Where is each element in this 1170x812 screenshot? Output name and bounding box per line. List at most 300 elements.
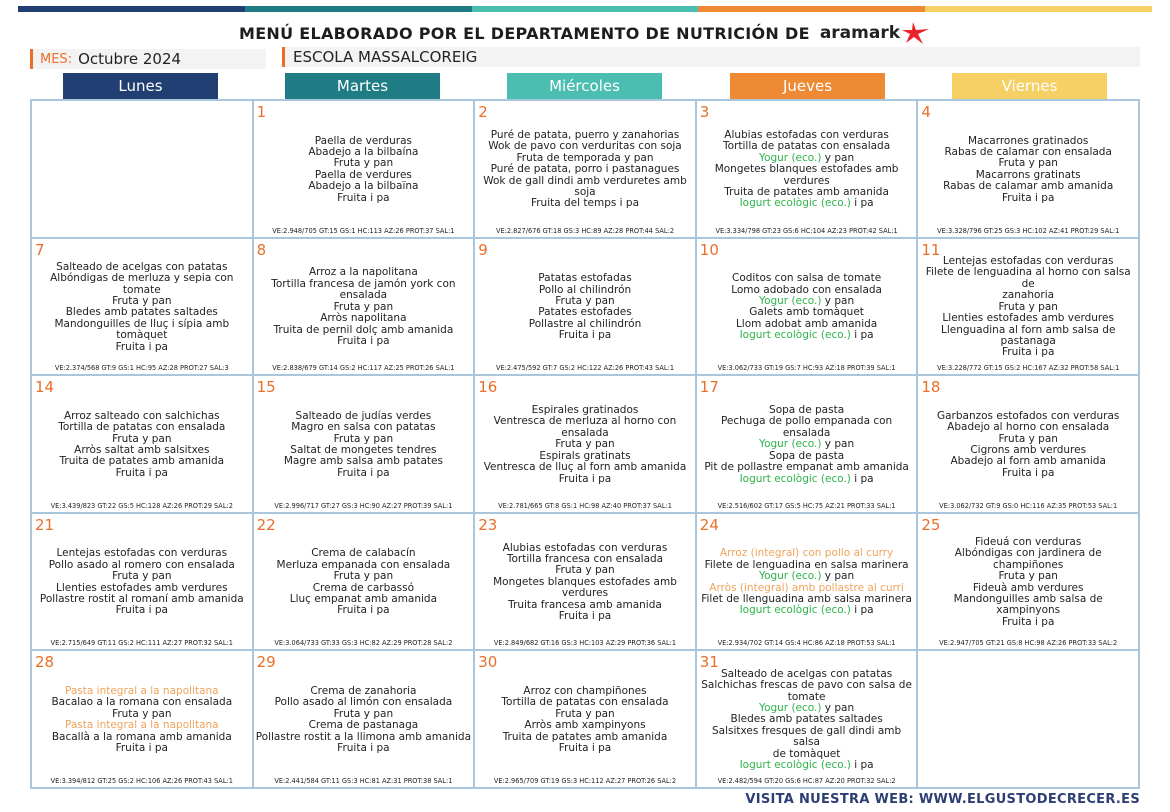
menu-line-text: Salteado de judías verdes [295, 409, 432, 422]
day-number: 25 [921, 515, 941, 534]
menu-items [254, 376, 474, 500]
nutrition-info: VE:2.516/602 GT:17 GS:5 HC:75 AZ:21 PROT:33 SAL:1 [717, 501, 896, 510]
menu-items [32, 239, 252, 363]
menu-line-text: Fideuà amb verdures [972, 581, 1084, 594]
menu-line-text: Fruita i pa [1001, 191, 1055, 204]
menu-line [116, 743, 168, 754]
menu-line-text: Bacallà a la romana amb amanida [51, 730, 232, 743]
menu-items [697, 651, 917, 775]
menu-line-text: Yogur (eco.) [759, 570, 822, 583]
menu-line-text: Wok de gall dindi amb verduretes amb soja [483, 174, 687, 198]
menu-line-text: Yogur (eco.) [759, 702, 822, 715]
menu-line-text: Fruita i pa [337, 191, 390, 204]
menu-items [254, 101, 474, 225]
school-name: ESCOLA MASSALCOREIG [293, 48, 478, 66]
nutrition-info: VE:2.475/592 GT:7 GS:2 HC:122 AZ:26 PROT:43 SAL:1 [495, 364, 675, 373]
menu-line-text: Cigrons amb verdures [970, 443, 1087, 456]
month-value: Octubre 2024 [78, 50, 182, 68]
menu-items [475, 239, 695, 363]
menu-line-text: Lentejas estofadas con verduras [56, 547, 228, 560]
calendar-cell [696, 238, 918, 376]
nutrition-info: VE:2.948/705 GT:15 GS:1 HC:113 AZ:26 PROT:37 SAL:1 [272, 226, 455, 235]
day-number: 4 [921, 103, 931, 121]
menu-line-text: Pollo asado al limón con ensalada [274, 696, 453, 709]
menu-line-text: Fruita i pa [115, 604, 168, 617]
calendar-cell [31, 100, 253, 238]
day-number: 31 [699, 653, 719, 672]
menu-line-text: Arròs saltat amb salsitxes [74, 443, 210, 456]
calendar-cell [696, 375, 918, 513]
menu-line-text: Pit de pollastre empanat amb amanida [704, 461, 909, 474]
menu-line-text: Tortilla francesa con ensalada [506, 553, 664, 566]
menu-line-text: Fruita i pa [115, 466, 168, 479]
menu-line-text: Fruta y pan [998, 300, 1058, 313]
nutrition-info: VE:2.934/702 GT:14 GS:4 HC:86 AZ:18 PROT:53 SAL:1 [717, 639, 896, 648]
menu-line-text: Fruta y pan [555, 438, 615, 451]
menu-line [337, 605, 389, 616]
menu-line [740, 330, 874, 341]
menu-line-text: Abadejo a la bilbaína [308, 145, 419, 158]
menu-line-text: Abadejo al forn amb amanida [950, 455, 1106, 468]
menu-line-text: zanahoria [1002, 289, 1055, 302]
menu-line [477, 176, 693, 199]
menu-line [699, 726, 915, 749]
menu-line-text: Salteado de acelgas con patatas [720, 667, 893, 680]
menu-line-text: Pollo asado al romero con ensalada [48, 558, 235, 571]
menu-line-text: Arroz (integral) con pollo al curry [719, 547, 894, 560]
day-number: 9 [478, 240, 488, 259]
nutrition-info: VE:3.062/732 GT:9 GS:0 HC:116 AZ:35 PROT:53 SAL:1 [939, 501, 1118, 510]
top-color-bar [18, 6, 1152, 12]
menu-line [1002, 617, 1054, 628]
menu-line-text: Ventresca de lluç al forn amb amanida [483, 461, 687, 474]
nutrition-info: VE:2.781/665 GT:8 GS:1 HC:98 AZ:40 PROT:37 SAL:1 [498, 501, 672, 510]
menu-line [34, 319, 250, 342]
nutrition-info: VE:2.827/676 GT:18 GS:3 HC:89 AZ:28 PROT:44 SAL:2 [495, 226, 675, 235]
menu-line-text: Arroz con champiñones [523, 684, 647, 697]
menu-line-text: Arroz a la napolitana [308, 266, 418, 279]
menu-line-text: Mandonguilles de lluç i sípia amb tomàquet [54, 317, 230, 342]
calendar-cell [474, 650, 696, 788]
menu-line-text: Arroz salteado con salchichas [63, 409, 220, 422]
day-number: 28 [35, 653, 55, 672]
menu-line-text: Tortilla de patatas con ensalada [58, 421, 226, 434]
menu-line-text: Saltat de mongetes tendres [290, 443, 437, 456]
menu-line-text: Fruta y pan [333, 432, 394, 445]
menu-line-text: Fruita i pa [558, 742, 612, 754]
menu-line-text: Iogurt ecològic (eco.) [739, 197, 851, 210]
menu-line [559, 743, 611, 754]
day-number: 14 [35, 378, 55, 397]
menu-items [697, 101, 917, 225]
menu-line-text: Arròs amb xampinyons [524, 719, 646, 732]
menu-line-suffix: y pan [821, 438, 855, 451]
nutrition-info: VE:3.228/772 GT:15 GS:2 HC:167 AZ:32 PROT:58 SAL:1 [937, 364, 1120, 373]
menu-line-text: Fruta y pan [998, 570, 1058, 583]
menu-line-text: verdures [561, 587, 609, 600]
menu-line [337, 743, 389, 754]
menu-line-text: Fruta y pan [998, 157, 1058, 170]
menu-calendar-grid [30, 99, 1140, 789]
menu-line-text: Fruta y pan [333, 300, 394, 313]
menu-line-text: Fruta y pan [112, 707, 172, 720]
menu-line [116, 342, 168, 353]
menu-line-text: Rabas de calamar amb amanida [943, 180, 1114, 193]
menu-items [918, 376, 1138, 500]
menu-items [475, 651, 695, 775]
menu-line-text: Magre amb salsa amb patates [283, 455, 443, 468]
menu-line-text: Truita de patates amb amanida [59, 455, 225, 468]
calendar-cell [253, 375, 475, 513]
menu-line-text: Iogurt ecològic (eco.) [739, 759, 851, 772]
menu-line-text: Fruita i pa [337, 466, 390, 479]
menu-items [32, 651, 252, 775]
menu-line [740, 474, 874, 485]
menu-line [116, 468, 168, 479]
menu-items [697, 239, 917, 363]
menu-line [740, 198, 874, 209]
menu-line-text: Yogur (eco.) [759, 151, 822, 164]
day-header-lunes: Lunes [63, 73, 218, 99]
menu-items [918, 101, 1138, 225]
day-number: 1 [256, 103, 267, 121]
menu-line-text: Mongetes blanques estofades amb [493, 575, 677, 588]
menu-line-text: Bledes amb patates saltades [65, 306, 218, 319]
day-number: 10 [699, 240, 719, 259]
logo-text: aramark [819, 23, 901, 43]
menu-line-suffix: i pa [850, 759, 874, 772]
menu-line [337, 468, 389, 479]
menu-line-text: Fruta y pan [555, 294, 615, 307]
menu-line-text: Abadejo a la bilbaïna [308, 180, 419, 193]
aramark-star-icon [901, 21, 931, 45]
menu-line-text: Bacalao a la romana con ensalada [51, 696, 233, 709]
menu-items [918, 239, 1138, 363]
menu-line-suffix: i pa [850, 604, 874, 617]
day-number: 21 [35, 515, 55, 534]
menu-items [32, 101, 252, 225]
menu-line-text: Fruita i pa [1001, 615, 1055, 628]
page-title: MENÚ ELABORADO POR EL DEPARTAMENTO DE NUTRICIÓN DE [238, 23, 810, 43]
menu-line-text: Fruita i pa [115, 742, 168, 754]
aramark-logo [820, 21, 931, 45]
menu-line-text: Rabas de calamar con ensalada [944, 145, 1112, 158]
menu-line-text: Fruta y pan [112, 294, 172, 307]
menu-line-text: Puré de patata, porro i pastanagues [490, 163, 680, 176]
menu-line-text: Macarrones gratinados [968, 134, 1089, 147]
menu-items [254, 651, 474, 775]
menu-line-text: Pollastre al chilindrón [528, 317, 642, 330]
calendar-cell [31, 650, 253, 788]
menu-line-text: Fruta y pan [333, 570, 394, 583]
menu-line [1002, 468, 1054, 479]
menu-line-text: Tortilla de patatas con ensalada [723, 140, 891, 153]
nutrition-info: VE:3.394/812 GT:25 GS:2 HC:106 AZ:26 PROT:43 SAL:1 [50, 777, 233, 785]
nutrition-info: VE:2.965/709 GT:19 GS:3 HC:112 AZ:27 PROT:26 SAL:2 [493, 777, 677, 785]
day-number: 7 [35, 240, 45, 259]
menu-line-text: Fruta y pan [333, 707, 394, 720]
footer-website[interactable]: VISITA NUESTRA WEB: WWW.ELGUSTODECRECER.ES [745, 792, 1140, 807]
menu-line [559, 611, 611, 622]
menu-line-text: Alubias estofadas con verduras [502, 541, 668, 554]
day-header-martes: Martes [285, 73, 440, 99]
menu-line-text: Paella de verdures [314, 168, 412, 181]
menu-line-text: Iogurt ecològic (eco.) [739, 604, 851, 617]
menu-line-text: Fruita i pa [558, 472, 612, 485]
menu-line-text: Puré de patata, puerro y zanahorias [490, 128, 680, 141]
calendar-cell [696, 650, 918, 788]
menu-line-text: ensalada [339, 289, 388, 302]
top-bar-segment [698, 6, 925, 12]
day-number: 2 [478, 103, 488, 121]
calendar-cell [253, 513, 475, 651]
menu-items [254, 239, 474, 363]
calendar-cell [917, 513, 1139, 651]
menu-line [559, 474, 611, 485]
top-bar-segment [18, 6, 245, 12]
calendar-cell [917, 650, 1139, 788]
menu-line [699, 416, 915, 439]
page-header [0, 18, 1170, 48]
menu-line-text: Wok de pavo con verduritas con soja [488, 140, 682, 153]
menu-line-text: Filet de llenguadina amb salsa marinera [701, 593, 912, 605]
menu-line-text: Crema de pastanaga [308, 719, 419, 732]
menu-line-text: Lomo adobado con ensalada [731, 283, 882, 296]
menu-line-text: Fruta y pan [112, 432, 172, 445]
menu-line-text: Truita de patates amb amanida [724, 185, 889, 198]
day-number: 18 [921, 378, 941, 397]
menu-line-text: Patates estofades [538, 306, 632, 319]
menu-line-text: Fruta y pan [998, 432, 1058, 445]
calendar-cell [917, 238, 1139, 376]
menu-line-text: Crema de carbassó [312, 581, 415, 594]
nutrition-info: VE:3.334/798 GT:23 GS:6 HC:104 AZ:23 PROT:42 SAL:1 [715, 226, 898, 235]
menu-line-text: Fruta de temporada y pan [516, 151, 654, 164]
nutrition-info: VE:3.062/733 GT:19 GS:7 HC:93 AZ:18 PROT:39 SAL:1 [717, 364, 896, 373]
menu-line-text: Albóndigas de merluza y sepia con tomate [50, 272, 234, 296]
menu-line-text: Iogurt ecològic (eco.) [739, 472, 851, 485]
menu-line-text: ensalada [561, 426, 609, 439]
calendar-cell [474, 513, 696, 651]
menu-line-text: Fruta y pan [555, 707, 615, 720]
menu-line [920, 594, 1136, 617]
nutrition-info: VE:2.374/568 GT:9 GS:1 HC:95 AZ:28 PROT:27 SAL:3 [54, 364, 229, 373]
menu-line-text: Espirals gratinats [539, 449, 631, 462]
menu-line [1002, 347, 1054, 358]
menu-line [34, 273, 250, 296]
menu-items [475, 376, 695, 500]
menu-line [559, 330, 611, 341]
menu-line-text: Llom adobat amb amanida [735, 317, 878, 330]
day-number: 24 [699, 515, 719, 534]
nutrition-info: VE:2.838/679 GT:14 GS:2 HC:117 AZ:25 PROT:26 SAL:1 [272, 364, 455, 373]
menu-line-text: Llenguadina al forn amb salsa de [940, 323, 1116, 336]
menu-line-text: Fruita del temps i pa [530, 197, 640, 210]
menu-line-text: Pollo al chilindrón [538, 283, 632, 296]
calendar-cell [31, 375, 253, 513]
menu-line-text: Salchichas frescas de pavo con salsa de [701, 679, 912, 692]
menu-line-text: Pollastre rostit a la llimona amb amanida [255, 730, 472, 743]
top-bar-segment [245, 6, 472, 12]
menu-items [918, 514, 1138, 638]
menu-line-text: Fruita i pa [558, 610, 612, 623]
day-header-miércoles: Miércoles [507, 73, 662, 99]
menu-line-text: Magro en salsa con patatas [291, 421, 436, 434]
menu-line-text: Truita francesa amb amanida [508, 598, 662, 611]
menu-items [32, 514, 252, 638]
top-bar-segment [472, 6, 699, 12]
menu-items [254, 514, 474, 638]
menu-line-text: Merluza empanada con ensalada [276, 558, 451, 571]
calendar-cell [253, 238, 475, 376]
menu-items [697, 514, 917, 638]
menu-items [32, 376, 252, 500]
menu-line [531, 198, 639, 209]
menu-line-text: Galets amb tomàquet [749, 306, 864, 319]
menu-line-text: Filete de lenguadina al horno con salsa de [925, 266, 1131, 290]
nutrition-info: VE:3.328/796 GT:25 GS:3 HC:102 AZ:41 PROT:29 SAL:1 [937, 226, 1120, 235]
menu-line-text: de tomàquet [772, 747, 841, 760]
menu-line-text: Mandonguilles amb salsa de xampinyons [953, 593, 1103, 617]
menu-line-text: Fruita i pa [1001, 466, 1055, 479]
nutrition-info: VE:3.439/823 GT:22 GS:5 HC:128 AZ:26 PROT:29 SAL:2 [50, 501, 233, 510]
menu-line-text: Fruita i pa [558, 329, 612, 342]
menu-line-text: Fruta y pan [112, 570, 172, 583]
day-number: 15 [256, 378, 276, 397]
menu-line-text: Fruita i pa [337, 604, 390, 617]
nutrition-info: VE:2.947/705 GT:21 GS:8 HC:98 AZ:26 PROT:33 SAL:2 [939, 639, 1118, 648]
menu-line-text: Truita de patates amb amanida [502, 730, 668, 743]
calendar-cell [31, 238, 253, 376]
menu-line-text: tomate [787, 690, 826, 703]
day-number: 16 [478, 378, 498, 397]
menu-line [1002, 193, 1054, 204]
calendar-cell [474, 100, 696, 238]
menu-line-text: Coditos con salsa de tomate [732, 272, 882, 285]
month-label: MES: [40, 51, 73, 67]
menu-line-text: Garbanzos estofados con verduras [936, 409, 1120, 422]
day-number: 30 [478, 653, 498, 672]
calendar-cell [474, 375, 696, 513]
menu-line [337, 193, 389, 204]
menu-line-text: Pollastre rostit al romaní amb amanida [39, 593, 244, 605]
menu-line-suffix: y pan [821, 570, 855, 583]
menu-line-text: Yogur (eco.) [759, 438, 822, 451]
menu-line [740, 605, 874, 616]
menu-line-text: Arròs (integral) amb pollastre al curri [709, 581, 904, 594]
menu-line-text: Fruita i pa [1001, 346, 1055, 359]
menu-line-text: Fruita i pa [337, 334, 390, 347]
month-box [30, 49, 266, 69]
menu-line-text: Pasta integral a la napolitana [65, 719, 219, 732]
menu-line-text: verdures [783, 174, 830, 187]
menu-line-text: Llenties estofades amb verdures [942, 312, 1114, 325]
menu-line-suffix: y pan [821, 702, 855, 715]
menu-line-text: Sopa de pasta [769, 449, 845, 462]
nutrition-info: VE:3.064/733 GT:33 GS:3 HC:82 AZ:29 PROT:28 SAL:2 [274, 639, 453, 648]
menu-line-text: Crema de zanahoria [310, 684, 417, 697]
top-bar-segment [925, 6, 1152, 12]
calendar-cell [917, 375, 1139, 513]
menu-line-text: Salteado de acelgas con patatas [56, 260, 228, 273]
menu-items [475, 514, 695, 638]
calendar-cell [917, 100, 1139, 238]
menu-line-text: Truita de pernil dolç amb amanida [273, 323, 454, 336]
menu-line-text: Abadejo al horno con ensalada [947, 421, 1110, 434]
menu-line-suffix: i pa [850, 329, 874, 342]
menu-line-text: Pechuga de pollo empanada con ensalada [720, 415, 893, 439]
menu-items [475, 101, 695, 225]
menu-line-text: Ventresca de merluza al horno con [493, 415, 677, 428]
menu-line-text: Fruita i pa [115, 340, 168, 353]
menu-line-text: Fruita i pa [337, 742, 390, 754]
menu-line-text: Lentejas estofadas con verduras [942, 255, 1114, 268]
day-number: 23 [478, 515, 498, 534]
menu-line-text: Sopa de pasta [769, 404, 845, 417]
menu-line-text: Crema de calabacín [311, 547, 416, 560]
menu-line-text: Bledes amb patates saltades [730, 713, 883, 726]
day-header-viernes: Viernes [952, 73, 1107, 99]
menu-line-text: Espirales gratinados [531, 404, 639, 417]
nutrition-info: VE:2.482/594 GT:20 GS:6 HC:87 AZ:20 PROT:32 SAL:2 [717, 777, 896, 785]
menu-line [116, 605, 168, 616]
calendar-cell [474, 238, 696, 376]
menu-line-text: Lluç empanat amb amanida [289, 593, 438, 605]
menu-line-text: Tortilla de patatas con ensalada [501, 696, 669, 709]
menu-line-text: Alubias estofadas con verduras [724, 128, 889, 141]
calendar-cell [696, 100, 918, 238]
day-number: 11 [921, 240, 941, 259]
nutrition-info: VE:2.996/717 GT:27 GS:3 HC:90 AZ:27 PROT:39 SAL:1 [274, 501, 453, 510]
school-box [282, 47, 1140, 67]
menu-line-text: Fideuá con verduras [975, 535, 1082, 548]
menu-line-text: Arròs napolitana [320, 312, 407, 325]
menu-line [740, 760, 874, 771]
menu-line-suffix: i pa [850, 197, 874, 210]
calendar-cell [696, 513, 918, 651]
menu-line-text: Macarrons gratinats [975, 168, 1081, 181]
nutrition-info: VE:2.441/584 GT:11 GS:3 HC:81 AZ:31 PROT:38 SAL:1 [274, 777, 453, 785]
menu-line-text: Llenties estofades amb verdures [56, 581, 228, 594]
day-number: 17 [699, 378, 719, 397]
day-number: 3 [699, 103, 710, 121]
menu-line [920, 267, 1136, 290]
calendar-cell [253, 100, 475, 238]
menu-line [920, 548, 1136, 571]
day-number: 22 [256, 515, 276, 534]
menu-line-text: Pasta integral a la napolitana [65, 684, 219, 697]
menu-line-suffix: i pa [850, 472, 874, 485]
menu-line [337, 336, 389, 347]
nutrition-info: VE:2.715/649 GT:11 GS:2 HC:111 AZ:27 PROT:32 SAL:1 [50, 639, 233, 648]
day-number: 8 [256, 240, 267, 259]
nutrition-info: VE:2.849/682 GT:16 GS:3 HC:103 AZ:29 PROT:36 SAL:1 [493, 639, 677, 648]
menu-line-text: Fruta y pan [333, 157, 394, 170]
menu-line-text: Filete de lenguadina en salsa marinera [704, 558, 909, 571]
menu-line-text: Tortilla francesa de jamón york con [271, 277, 456, 290]
menu-line-suffix: y pan [821, 151, 855, 164]
menu-line-text: Paella de verduras [314, 134, 412, 147]
menu-line-text: Albóndigas con jardinera de champiñones [954, 547, 1102, 571]
day-number: 29 [256, 653, 276, 672]
menu-line-text: Yogur (eco.) [759, 294, 822, 307]
menu-line-text: Salsitxes fresques de gall dindi amb salsa [711, 724, 902, 749]
calendar-cell [31, 513, 253, 651]
menu-line-text: pastanaga [1000, 334, 1056, 347]
day-header-jueves: Jueves [730, 73, 885, 99]
menu-line-text: Fruta y pan [555, 564, 615, 577]
menu-line-text: Patatas estofadas [538, 272, 632, 285]
